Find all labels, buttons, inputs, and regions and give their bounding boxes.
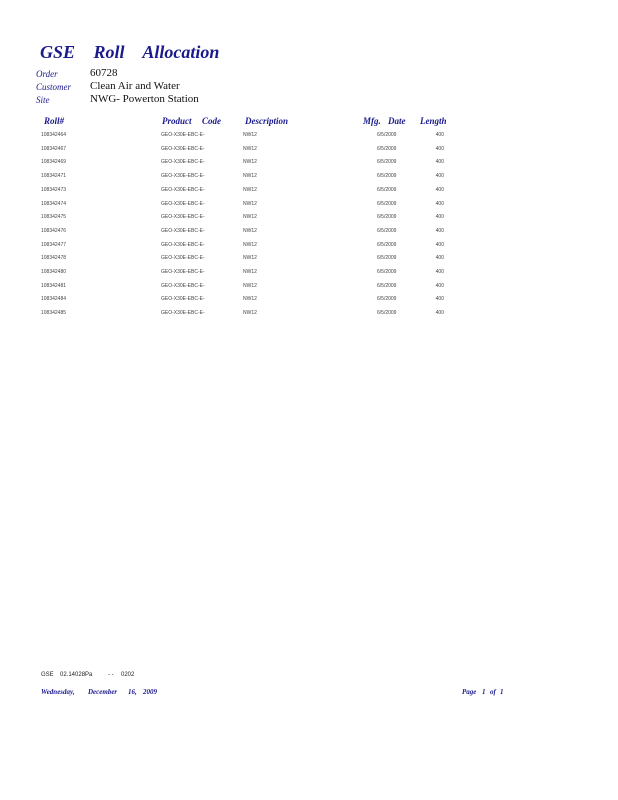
date-cell: 6/5/2009 — [377, 173, 397, 180]
table-row — [0, 132, 618, 144]
header-product: Product — [162, 116, 192, 126]
length-cell: 400 — [435, 296, 444, 303]
header-description: Description — [245, 116, 289, 126]
order-label: Order — [36, 69, 58, 79]
date-cell: 6/5/2009 — [377, 132, 397, 138]
product-cell: GEO-X30E-EBC-E- — [161, 269, 205, 275]
table-row — [0, 173, 618, 185]
footer-day: 16, — [128, 688, 137, 696]
roll-cell: 108342485 — [41, 310, 67, 317]
footer-code: 02.14028Pa — [60, 672, 93, 678]
product-cell: GEO-X30E-EBC-E- — [161, 214, 205, 221]
date-cell: 6/5/2009 — [377, 282, 397, 289]
description-cell: NW12 — [243, 173, 257, 180]
table-row — [0, 228, 618, 240]
description-cell: NW12 — [243, 296, 257, 303]
date-cell: 6/5/2009 — [377, 241, 397, 248]
description-cell: NW12 — [243, 159, 257, 166]
footer-num: 0202 — [121, 672, 135, 678]
customer-label: Customer — [36, 82, 72, 92]
description-cell: NW12 — [243, 310, 257, 317]
length-cell: 400 — [435, 214, 444, 221]
table-row — [0, 310, 618, 322]
roll-cell: 108342469 — [41, 159, 67, 166]
roll-cell: 108342480 — [41, 269, 67, 275]
roll-cell: 108342474 — [41, 200, 67, 207]
order-value: 60728 — [90, 67, 118, 79]
roll-cell: 108342476 — [41, 227, 67, 234]
header-code: Code — [202, 116, 221, 126]
roll-cell: 108342471 — [41, 173, 67, 180]
table-row — [0, 146, 618, 158]
date-cell: 6/5/2009 — [377, 296, 397, 303]
footer-company: GSE — [41, 672, 54, 678]
date-cell: 6/5/2009 — [377, 200, 397, 207]
table-row — [0, 269, 618, 281]
product-cell: GEO-X30E-EBC-E- — [161, 200, 205, 207]
length-cell: 400 — [435, 227, 444, 234]
roll-cell: 108342484 — [41, 296, 67, 303]
product-cell: GEO-X30E-EBC-E- — [161, 241, 205, 248]
footer-page-label: Page — [462, 688, 477, 696]
description-cell: NW12 — [243, 145, 257, 152]
length-cell: 400 — [435, 241, 444, 248]
product-cell: GEO-X30E-EBC-E- — [161, 296, 205, 303]
roll-cell: 108342467 — [41, 145, 67, 152]
description-cell: NW12 — [243, 282, 257, 289]
footer-mid: - - — [108, 672, 114, 678]
header-date: Date — [388, 116, 406, 126]
report-title: GSE Roll Allocation — [40, 42, 220, 62]
roll-cell: 108342464 — [41, 132, 67, 138]
description-cell: NW12 — [243, 186, 257, 193]
product-cell: GEO-X30E-EBC-E- — [161, 310, 205, 317]
header-length: Length — [420, 116, 447, 126]
product-cell: GEO-X30E-EBC-E- — [161, 255, 205, 262]
table-row — [0, 255, 618, 267]
site-label: Site — [36, 95, 50, 105]
product-cell: GEO-X30E-EBC-E- — [161, 132, 205, 138]
length-cell: 400 — [435, 200, 444, 207]
length-cell: 400 — [435, 269, 444, 275]
description-cell: NW12 — [243, 132, 257, 138]
footer-of-label: of — [490, 688, 496, 696]
date-cell: 6/5/2009 — [377, 159, 397, 166]
product-cell: GEO-X30E-EBC-E- — [161, 145, 205, 152]
roll-cell: 108342478 — [41, 255, 67, 262]
date-cell: 6/5/2009 — [377, 145, 397, 152]
footer-year: 2009 — [143, 688, 157, 696]
header-mfg: Mfg. — [363, 116, 381, 126]
footer-month: December — [88, 688, 118, 696]
roll-cell: 108342475 — [41, 214, 67, 221]
product-cell: GEO-X30E-EBC-E- — [161, 173, 205, 180]
description-cell: NW12 — [243, 214, 257, 221]
site-value: NWG- Powerton Station — [90, 93, 199, 105]
date-cell: 6/5/2009 — [377, 227, 397, 234]
length-cell: 400 — [435, 310, 444, 317]
date-cell: 6/5/2009 — [377, 310, 397, 317]
table-row — [0, 242, 618, 254]
table-row — [0, 296, 618, 308]
table-row — [0, 214, 618, 226]
description-cell: NW12 — [243, 255, 257, 262]
table-row — [0, 201, 618, 213]
header-roll: Roll# — [44, 116, 65, 126]
footer-page-total: 1 — [500, 688, 504, 696]
length-cell: 400 — [435, 173, 444, 180]
customer-value: Clean Air and Water — [90, 80, 180, 92]
roll-cell: 108342481 — [41, 282, 67, 289]
length-cell: 400 — [435, 145, 444, 152]
table-row — [0, 159, 618, 171]
product-cell: GEO-X30E-EBC-E- — [161, 186, 205, 193]
date-cell: 6/5/2009 — [377, 214, 397, 221]
footer-weekday: Wednesday, — [41, 688, 75, 696]
description-cell: NW12 — [243, 269, 257, 275]
length-cell: 400 — [435, 186, 444, 193]
length-cell: 400 — [435, 132, 444, 138]
description-cell: NW12 — [243, 200, 257, 207]
description-cell: NW12 — [243, 241, 257, 248]
table-row — [0, 187, 618, 199]
table-row — [0, 283, 618, 295]
product-cell: GEO-X30E-EBC-E- — [161, 227, 205, 234]
length-cell: 400 — [435, 282, 444, 289]
roll-cell: 108342473 — [41, 186, 67, 193]
length-cell: 400 — [435, 255, 444, 262]
description-cell: NW12 — [243, 227, 257, 234]
roll-cell: 108342477 — [41, 241, 67, 248]
product-cell: GEO-X30E-EBC-E- — [161, 282, 205, 289]
length-cell: 400 — [435, 159, 444, 166]
date-cell: 6/5/2009 — [377, 255, 397, 262]
footer-page-num: 1 — [482, 688, 486, 696]
date-cell: 6/5/2009 — [377, 186, 397, 193]
date-cell: 6/5/2009 — [377, 269, 397, 275]
product-cell: GEO-X30E-EBC-E- — [161, 159, 205, 166]
